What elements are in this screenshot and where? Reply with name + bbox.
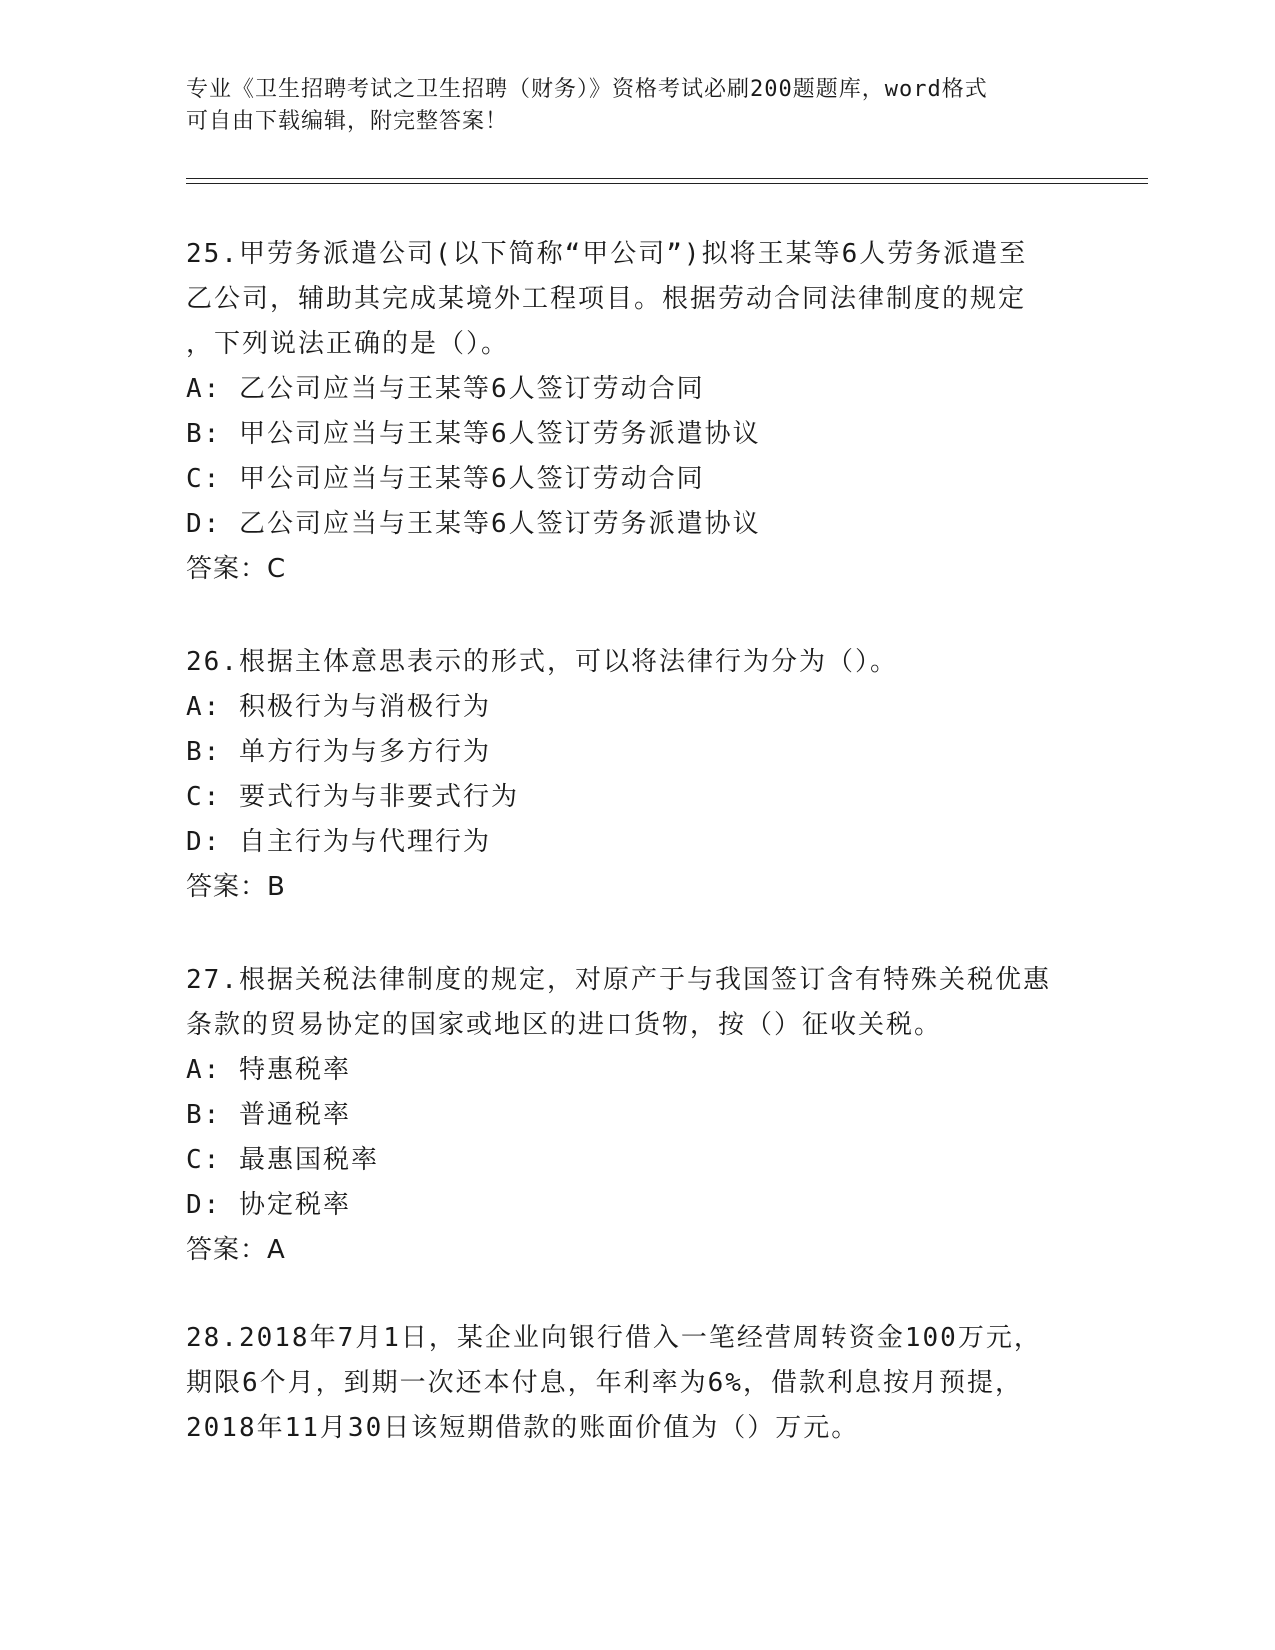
answer-label: 答案：C xyxy=(186,554,287,584)
header-line-2: 可自由下载编辑，附完整答案！ xyxy=(186,109,509,134)
header-divider xyxy=(186,178,1148,179)
option-c: C: 最惠国税率 xyxy=(186,1145,379,1175)
header-divider-second xyxy=(186,183,1148,184)
document-header xyxy=(186,74,1066,138)
question-stem-line: ，下列说法正确的是（）。 xyxy=(186,329,510,359)
answer-label: 答案：A xyxy=(186,1235,286,1265)
question-26 xyxy=(186,640,1086,910)
option-a: A: 积极行为与消极行为 xyxy=(186,692,491,722)
question-stem-line: 28.2018年7月1日，某企业向银行借入一笔经营周转资金100万元， xyxy=(186,1323,1042,1353)
question-25 xyxy=(186,232,1086,592)
option-d: D: 协定税率 xyxy=(186,1190,351,1220)
option-c: C: 要式行为与非要式行为 xyxy=(186,782,519,812)
option-d: D: 自主行为与代理行为 xyxy=(186,827,491,857)
question-stem-line: 27.根据关税法律制度的规定，对原产于与我国签订含有特殊关税优惠 xyxy=(186,965,1051,995)
option-a: A: 乙公司应当与王某等6人签订劳动合同 xyxy=(186,374,705,404)
option-b: B: 甲公司应当与王某等6人签订劳务派遣协议 xyxy=(186,419,761,449)
question-stem-line: 乙公司，辅助其完成某境外工程项目。根据劳动合同法律制度的规定 xyxy=(186,284,1027,314)
option-b: B: 单方行为与多方行为 xyxy=(186,737,491,767)
question-stem-line: 期限6个月，到期一次还本付息，年利率为6%，借款利息按月预提， xyxy=(186,1368,1023,1398)
question-stem-line: 条款的贸易协定的国家或地区的进口货物，按（）征收关税。 xyxy=(186,1010,943,1040)
question-28 xyxy=(186,1316,1086,1451)
question-stem-line: 26.根据主体意思表示的形式，可以将法律行为分为（）。 xyxy=(186,647,898,677)
answer-label: 答案：B xyxy=(186,872,286,902)
option-a: A: 特惠税率 xyxy=(186,1055,351,1085)
question-27 xyxy=(186,958,1086,1273)
option-d: D: 乙公司应当与王某等6人签订劳务派遣协议 xyxy=(186,509,761,539)
option-b: B: 普通税率 xyxy=(186,1100,351,1130)
question-stem-line: 2018年11月30日该短期借款的账面价值为（）万元。 xyxy=(186,1413,860,1443)
option-c: C: 甲公司应当与王某等6人签订劳动合同 xyxy=(186,464,705,494)
question-stem-line: 25.甲劳务派遣公司(以下简称“甲公司”)拟将王某等6人劳务派遣至 xyxy=(186,239,1028,269)
header-line-1: 专业《卫生招聘考试之卫生招聘（财务）》资格考试必刷200题题库，word格式 xyxy=(186,77,988,102)
